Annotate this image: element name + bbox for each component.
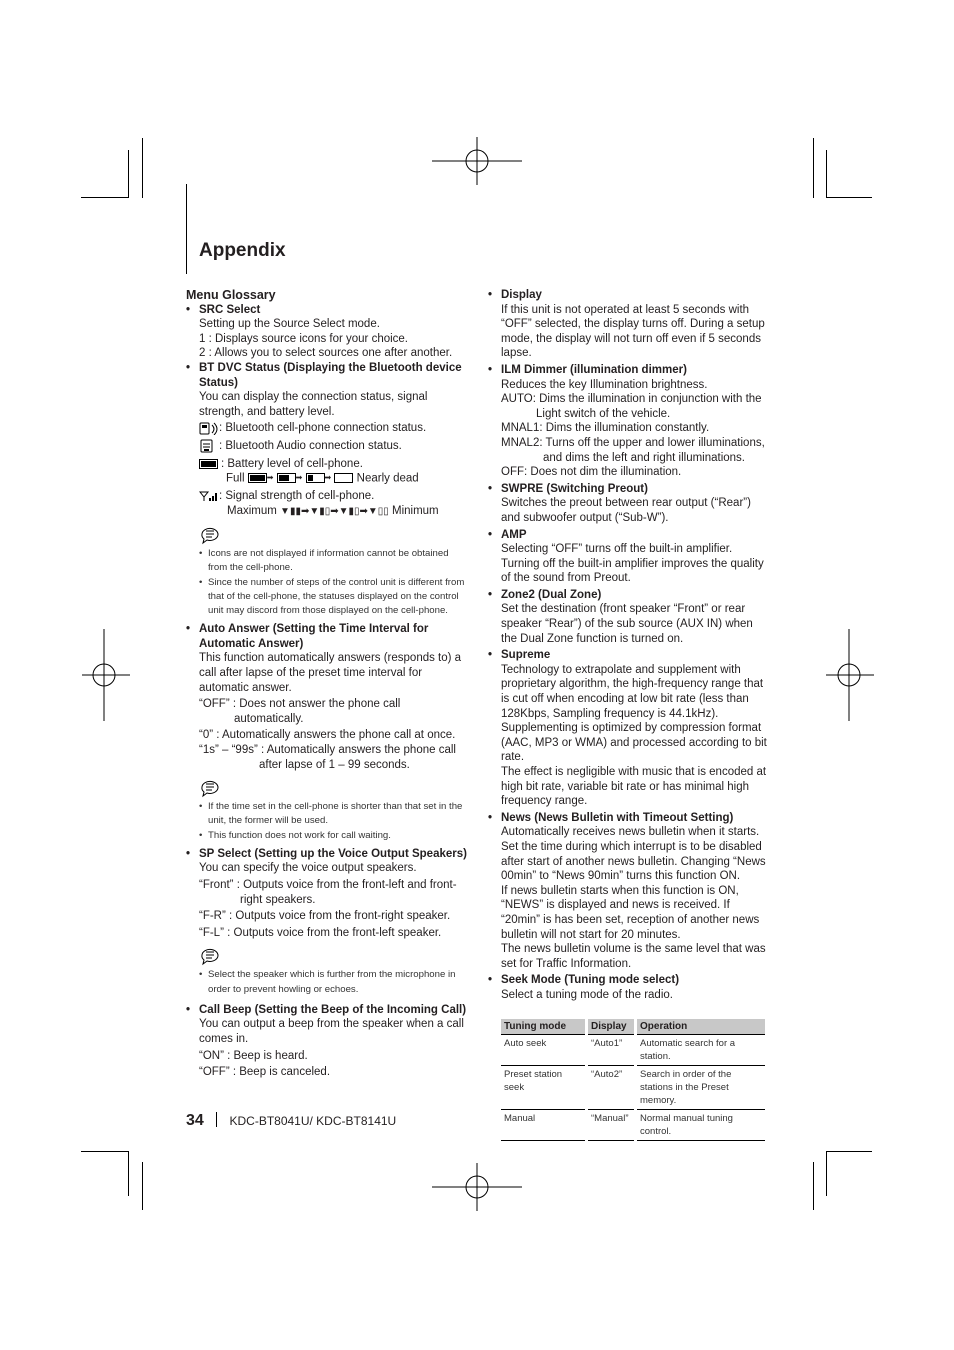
item-title-amp: • AMP — [488, 528, 770, 543]
model-number: KDC-BT8041U/ KDC-BT8141U — [229, 1114, 397, 1128]
auto-answer-off: “OFF” : Does not answer the phone call automatically. — [199, 698, 401, 725]
auto-answer-note-2: • This function does not work for call waiting. — [186, 829, 468, 843]
item-title-sp-select: • SP Select (Setting up the Voice Output Speakers) — [186, 847, 468, 862]
display-desc: If this unit is not operated at least 5 seconds with “OFF” selected, the display turns off. During a setup mode, the display will not turn off even if 5 seconds lapse. — [501, 303, 765, 360]
battery-scale-row — [186, 471, 468, 486]
item-title-ilm: • ILM Dimmer (illumination dimmer) — [488, 363, 770, 378]
call-beep-off: “OFF” : Beep is canceled. — [199, 1066, 331, 1079]
news-desc-2: If news bulletin starts when this function is ON, “NEWS” is displayed and news is received. If “20min” is has been set, reception of another news bulletin will not start for 20 minutes. — [501, 884, 760, 941]
bt-battery-text: : Battery level of cell-phone. — [221, 457, 363, 470]
call-beep-desc: You can output a beep from the speaker when a call comes in. — [199, 1018, 464, 1045]
signal-scale-row — [186, 504, 468, 520]
page-number: 34 — [186, 1112, 204, 1129]
bt-signal-text: : Signal strength of cell-phone. — [219, 490, 375, 503]
battery-icon — [199, 459, 218, 469]
news-desc: Automatically receives news bulletin when it starts. Set the time during which interrupt is to be disabled after start of another news bulletin. Changing “News 00min” to “News 90min” turns this function ON. — [501, 826, 766, 883]
table-header: Display — [587, 1019, 636, 1035]
table-cell: Normal manual tuning control. — [636, 1110, 767, 1141]
auto-answer-range: “1s” – “99s” : Automatically answers the phone call after lapse of 1 – 99 seconds. — [199, 744, 456, 771]
item-title-auto-answer: • Auto Answer (Setting the Time Interval for Automatic Answer) — [186, 622, 468, 651]
item-title-swpre: • SWPRE (Switching Preout) — [488, 482, 770, 497]
signal-scale-icons: ▼▮▮➡▼▮▯➡▼▮▯➡▼▯▯ — [280, 505, 389, 517]
bt-cell-row — [186, 421, 468, 436]
note-icon — [199, 946, 221, 966]
battery-full-label: Full — [226, 472, 245, 485]
news-desc-3: The news bulletin volume is the same level that was set for Traffic Information. — [501, 943, 766, 970]
table-row — [501, 1066, 767, 1110]
sp-front: “Front” : Outputs voice from the front-left and front-right speakers. — [199, 879, 457, 906]
table-cell: Manual — [501, 1110, 587, 1141]
bt-audio-text: : Bluetooth Audio connection status. — [219, 439, 402, 452]
section-heading: Menu Glossary — [186, 288, 276, 302]
bt-note-1: • Icons are not displayed if information cannot be obtained from the cell-phone. — [186, 547, 468, 575]
sp-note-1: • Select the speaker which is further from the microphone in order to prevent howling or echoes. — [186, 968, 468, 996]
cellphone-icon — [199, 422, 219, 435]
amp-desc: Selecting “OFF” turns off the built-in amplifier. Turning off the built-in amplifier improves the quality of the sound from Preout. — [501, 543, 764, 585]
bt-note-2: • Since the number of steps of the control unit is different from that of the cell-phone, the statuses displayed on the control unit may discord from those displayed on the cell-phone. — [186, 576, 468, 619]
tuning-mode-table — [501, 1019, 768, 1141]
battery-one-third-icon — [306, 473, 325, 483]
signal-max-label: Maximum — [227, 504, 277, 517]
bt-cell-text: : Bluetooth cell-phone connection status. — [219, 422, 427, 435]
call-beep-on: “ON” : Beep is heard. — [199, 1049, 308, 1062]
bluetooth-audio-icon — [199, 439, 219, 453]
registration-mark-bottom — [430, 1163, 524, 1211]
registration-mark-right — [826, 629, 874, 721]
registration-mark-left — [82, 629, 130, 721]
sp-fr: “F-R” : Outputs voice from the front-right speaker. — [199, 910, 451, 923]
table-cell: Auto seek — [501, 1035, 587, 1066]
swpre-desc: Switches the preout between rear output (“Rear”) and subwoofer output (“Sub-W”). — [501, 497, 751, 524]
supreme-desc: Technology to extrapolate and supplement with proprietary algorithm, the high-frequency range that is cut off when encoding at low bit rate (less than 128Kbps, Sampling frequency is 44.1kHz). Supplementing is optimized by compression format (AAC, MP3 or WMA) and processed according to bit rate. — [501, 663, 767, 764]
note-icon — [199, 525, 221, 545]
table-cell: “Manual” — [587, 1110, 636, 1141]
ilm-mnal2: MNAL2: Turns off the upper and lower illuminations, and dims the left and right illuminations. — [501, 436, 765, 464]
battery-two-thirds-icon — [277, 473, 296, 483]
table-header: Tuning mode — [501, 1019, 587, 1035]
ilm-desc: Reduces the key Illumination brightness. — [501, 378, 708, 391]
battery-empty-icon — [334, 473, 353, 483]
battery-full-icon — [248, 473, 267, 483]
ilm-off: OFF: Does not dim the illumination. — [501, 466, 682, 479]
title-rule — [186, 184, 187, 274]
table-cell: “Auto1” — [587, 1035, 636, 1066]
ilm-mnal1: MNAL1: Dims the illumination constantly. — [501, 422, 710, 435]
bt-signal-row — [186, 489, 468, 504]
bt-desc: You can display the connection status, signal strength, and battery level. — [199, 391, 428, 418]
auto-answer-note-1: • If the time set in the cell-phone is shorter than that set in the unit, the former will be used. — [186, 800, 468, 828]
zone2-desc: Set the destination (front speaker “Front” or rear speaker “Rear”) of the sub source (AUX IN) when the Dual Zone function is turned on. — [501, 603, 753, 645]
item-title-zone2: • Zone2 (Dual Zone) — [488, 588, 770, 603]
battery-dead-label: Nearly dead — [356, 472, 419, 485]
supreme-desc-2: The effect is negligible with music that is encoded at high bit rate, variable bit rate or has minimal high frequency range. — [501, 766, 767, 808]
table-cell: Automatic search for a station. — [636, 1035, 767, 1066]
page-title: Appendix — [199, 240, 286, 261]
bt-battery-row — [186, 457, 468, 472]
item-title-seek: • Seek Mode (Tuning mode select) — [488, 973, 770, 988]
registration-mark-top — [430, 137, 524, 185]
table-cell: “Auto2” — [587, 1066, 636, 1110]
footer-divider — [216, 1112, 217, 1127]
src-line-2: 1 : Displays source icons for your choice. — [199, 332, 409, 345]
bt-audio-row — [186, 439, 468, 454]
table-header: Operation — [636, 1019, 767, 1035]
table-row — [501, 1035, 767, 1066]
arrow-icon: ➡ — [324, 473, 332, 483]
arrow-icon: ➡ — [295, 473, 303, 483]
ilm-auto: AUTO: Dims the illumination in conjunction with the Light switch of the vehicle. — [501, 393, 762, 420]
item-title-news: • News (News Bulletin with Timeout Setting) — [488, 811, 770, 826]
item-title-bt-status: • BT DVC Status (Displaying the Bluetooth device Status) — [186, 361, 468, 390]
note-icon — [199, 778, 221, 798]
seek-desc: Select a tuning mode of the radio. — [501, 988, 673, 1001]
signal-min-label: Minimum — [392, 504, 439, 517]
table-header-row — [501, 1019, 767, 1035]
item-title-src-select: • SRC Select — [186, 303, 468, 318]
item-title-call-beep: • Call Beep (Setting the Beep of the Incoming Call) — [186, 1003, 468, 1018]
src-line-3: 2 : Allows you to select sources one after another. — [199, 347, 453, 360]
page-footer — [186, 1112, 396, 1130]
sp-fl: “F-L” : Outputs voice from the front-left speaker. — [199, 926, 442, 939]
table-row — [501, 1110, 767, 1141]
signal-icon — [199, 490, 219, 502]
left-column — [186, 288, 468, 1080]
item-title-supreme: • Supreme — [488, 648, 770, 663]
auto-answer-desc: This function automatically answers (responds to) a call after lapse of the preset time interval for automatic answer. — [199, 652, 462, 694]
right-column — [488, 288, 770, 1003]
arrow-icon: ➡ — [266, 473, 274, 483]
src-line-1: Setting up the Source Select mode. — [199, 318, 380, 331]
auto-answer-zero: “0” : Automatically answers the phone call at once. — [199, 729, 456, 742]
sp-desc: You can specify the voice output speakers. — [199, 862, 417, 875]
table-cell: Search in order of the stations in the Preset memory. — [636, 1066, 767, 1110]
table-cell: Preset station seek — [501, 1066, 587, 1110]
item-title-display: • Display — [488, 288, 770, 303]
